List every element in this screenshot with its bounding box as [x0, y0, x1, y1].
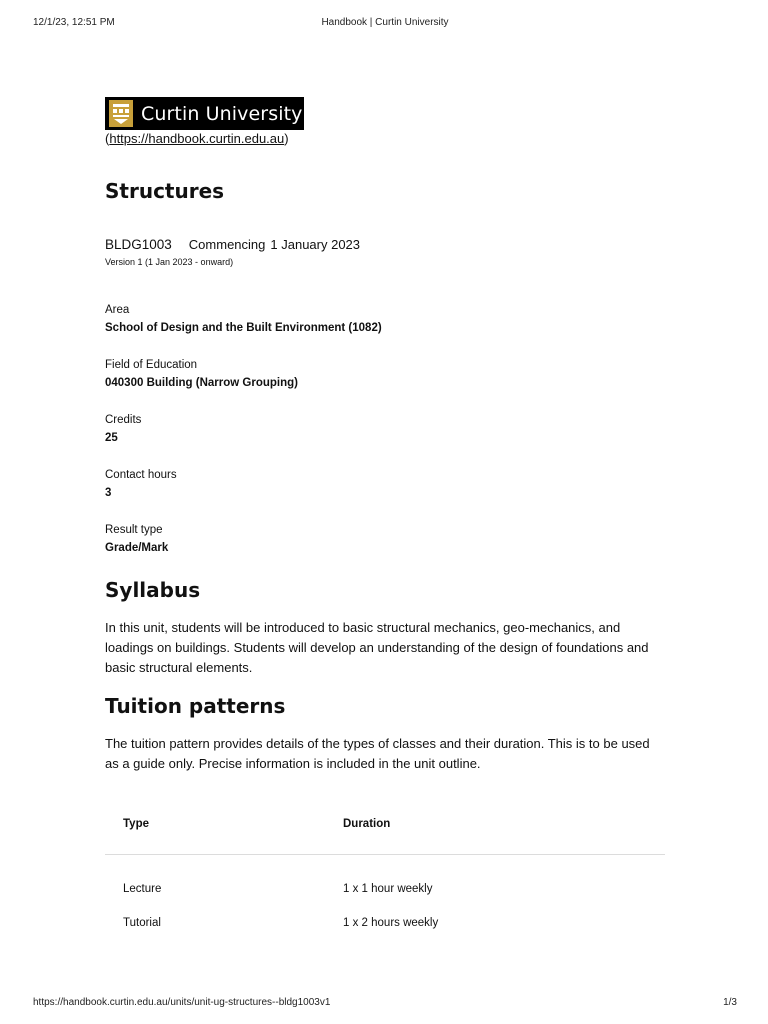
handbook-link[interactable]: (https://handbook.curtin.edu.au)	[105, 131, 289, 146]
cell-type: Lecture	[123, 883, 162, 896]
commencing-date: 1 January 2023	[270, 237, 361, 252]
crest-icon	[109, 100, 133, 127]
cell-type: Tutorial	[123, 917, 161, 929]
field-value: 040300 Building (Narrow Grouping)	[105, 377, 298, 389]
field-label: Field of Education	[105, 359, 198, 371]
field-label: Area	[105, 304, 130, 316]
print-url: https://handbook.curtin.edu.au/units/unit-ug-structures--bldg1003v1	[33, 997, 331, 1008]
column-header-type: Type	[105, 794, 343, 854]
unit-title: Structures	[105, 179, 225, 203]
field-label: Credits	[105, 414, 142, 426]
commencing-label: Commencing	[188, 237, 266, 252]
field-value: School of Design and the Built Environment (1082)	[105, 322, 382, 334]
syllabus-text: In this unit, students will be introduced to basic structural mechanics, geo-mechanics, and loadings on buildings. Students will develop an understanding of the design of foundations and basic structural elements.	[105, 620, 649, 675]
field-credits	[105, 412, 665, 447]
unit-version: Version 1 (1 Jan 2023 - onward)	[105, 257, 234, 267]
logo-text: Curtin University	[141, 102, 303, 125]
column-header-duration: Duration	[343, 794, 665, 854]
field-contact-hours	[105, 467, 665, 502]
curtin-logo[interactable]	[105, 97, 304, 130]
field-value: Grade/Mark	[105, 542, 169, 554]
print-datetime: 12/1/23, 12:51 PM	[33, 17, 115, 28]
syllabus-heading: Syllabus	[105, 578, 201, 602]
field-value: 3	[105, 487, 112, 499]
field-label: Result type	[105, 524, 163, 536]
field-area	[105, 302, 665, 337]
unit-code-row	[105, 237, 665, 252]
tuition-table	[105, 794, 665, 940]
tuition-text: The tuition pattern provides details of the types of classes and their duration. This is to be used as a guide only. Precise information is included in the unit outline.	[105, 736, 650, 771]
field-education	[105, 357, 665, 392]
table-row	[105, 906, 665, 940]
field-label: Contact hours	[105, 469, 177, 481]
print-page-title: Handbook | Curtin University	[321, 17, 449, 28]
cell-duration: 1 x 1 hour weekly	[343, 883, 433, 896]
unit-details	[105, 302, 665, 557]
handbook-url[interactable]: https://handbook.curtin.edu.au	[109, 131, 285, 146]
unit-code: BLDG1003	[105, 237, 172, 252]
table-row	[105, 854, 665, 906]
print-page-number: 1/3	[723, 997, 737, 1008]
field-value: 25	[105, 432, 118, 444]
tuition-heading: Tuition patterns	[105, 694, 286, 718]
unit-page	[105, 97, 665, 940]
field-result-type	[105, 522, 665, 557]
table-header-row	[105, 794, 665, 854]
cell-duration: 1 x 2 hours weekly	[343, 917, 439, 929]
